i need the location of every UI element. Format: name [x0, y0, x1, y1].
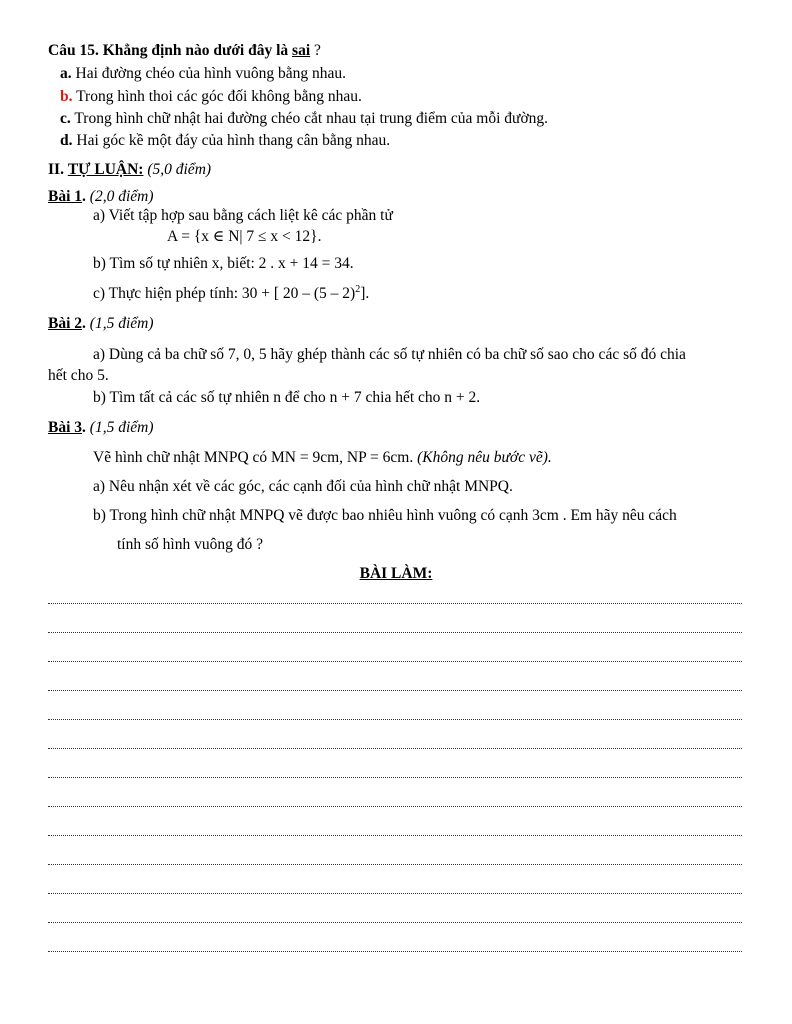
part2-roman: II.: [48, 161, 64, 178]
answer-line: [48, 632, 742, 633]
q15-option-c[interactable]: [60, 109, 548, 128]
answer-line: [48, 922, 742, 923]
bai1-a-line1: a) Viết tập hợp sau bằng cách liệt kê các phần tử: [93, 207, 393, 224]
q15-option-a-text: Hai đường chéo của hình vuông bằng nhau.: [75, 65, 347, 82]
part2-points: (5,0 điểm): [147, 161, 212, 178]
bai1-a-set: A = {x ∈ N‌| 7 ≤ x < 12}.: [167, 228, 322, 245]
answer-line: [48, 719, 742, 720]
bai1-c-exponent: 2: [355, 283, 361, 295]
answer-line: [48, 893, 742, 894]
q15-option-d-key: d.: [60, 132, 73, 149]
bai3-points: (1,5 điểm): [89, 419, 154, 436]
answer-line: [48, 748, 742, 749]
answer-line: [48, 603, 742, 604]
bai2-a-line1: a) Dùng cả ba chữ số 7, 0, 5 hãy ghép thành các số tự nhiên có ba chữ số sao cho các số đó chia: [93, 346, 686, 363]
q15-option-c-text: Trong hình chữ nhật hai đường chéo cắt nhau tại trung điểm của mỗi đường.: [74, 110, 549, 127]
answer-line: [48, 690, 742, 691]
bai3-intro-text: Vẽ hình chữ nhật MNPQ có MN = 9cm, NP = 6cm.: [93, 449, 414, 466]
bai1-c-text: c) Thực hiện phép tính: 30 + [ 20 – (5 – 2): [93, 285, 356, 302]
answer-line: [48, 951, 742, 952]
bai3-intro: [93, 448, 552, 467]
q15-option-b[interactable]: [60, 87, 362, 106]
bai3-a: a) Nêu nhận xét về các góc, các cạnh đối của hình chữ nhật MNPQ.: [93, 478, 513, 495]
bai1-label: Bài 1: [48, 188, 83, 205]
q15-stem-text: Khẳng định nào dưới đây là: [102, 42, 289, 59]
q15-stem-after: ?: [310, 42, 321, 59]
bai1-c-end: ].: [360, 285, 370, 302]
q15-option-b-key: b.: [60, 88, 73, 105]
bai1-b: b) Tìm số tự nhiên x, biết: 2 . x + 14 = 34.: [93, 255, 354, 272]
answer-title: BÀI LÀM:: [359, 565, 433, 582]
bai3-heading: Bài 3. (1,5 điểm): [48, 419, 154, 436]
bai3-b-line1: b) Trong hình chữ nhật MNPQ vẽ được bao nhiêu hình vuông có cạnh 3cm . Em hãy nêu cách: [93, 507, 677, 524]
q15-option-c-key: c.: [60, 110, 71, 127]
part2-title: TỰ LUẬN:: [67, 161, 144, 178]
bai1-points: (2,0 điểm): [89, 188, 154, 205]
part2-heading: [48, 160, 211, 179]
answer-line: [48, 864, 742, 865]
q15-option-b-text: Trong hình thoi các góc đối không bằng nhau.: [76, 88, 362, 105]
bai3-b-line2: tính số hình vuông đó ?: [117, 536, 263, 553]
bai3-label: Bài 3: [48, 419, 83, 436]
bai1-c: [93, 284, 369, 303]
q15-option-a-key: a.: [60, 65, 72, 82]
bai2-heading: Bài 2. (1,5 điểm): [48, 315, 154, 332]
q15-option-d[interactable]: [60, 131, 390, 150]
bai2-label: Bài 2: [48, 315, 83, 332]
bai2-points: (1,5 điểm): [89, 315, 154, 332]
q15-stem: [48, 41, 321, 60]
q15-stem-wrong: sai: [292, 42, 311, 59]
answer-line: [48, 835, 742, 836]
q15-option-a[interactable]: [60, 64, 346, 83]
q15-option-d-text: Hai góc kề một đáy của hình thang cân bằng nhau.: [76, 132, 391, 149]
answer-line: [48, 777, 742, 778]
bai2-a-line2: hết cho 5.: [48, 367, 109, 384]
bai1-heading: Bài 1. (2,0 điểm): [48, 188, 154, 205]
answer-line: [48, 806, 742, 807]
bai3-intro-note: (Không nêu bước vẽ).: [417, 449, 552, 466]
bai2-b: b) Tìm tất cả các số tự nhiên n để cho n + 7 chia hết cho n + 2.: [93, 389, 481, 406]
answer-line: [48, 661, 742, 662]
q15-label: Câu 15.: [48, 42, 99, 59]
